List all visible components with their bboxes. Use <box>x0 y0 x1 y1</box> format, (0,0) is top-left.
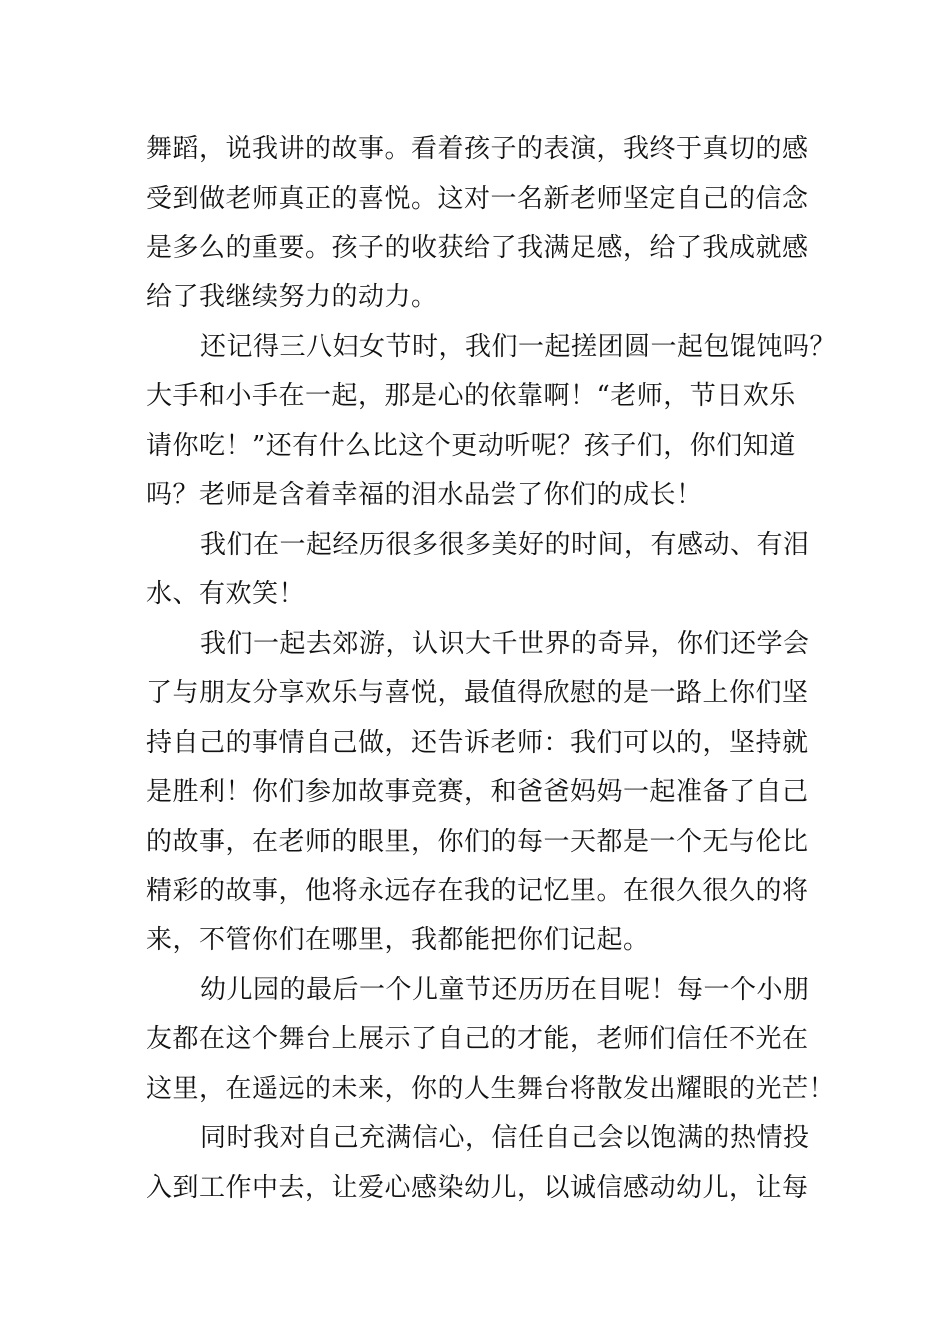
text-line: 吗？老师是含着幸福的泪水品尝了你们的成长！ <box>146 480 703 510</box>
text-line: 给了我继续努力的动力。 <box>146 282 438 312</box>
text-line: 的故事，在老师的眼里，你们的每一天都是一个无与伦比 <box>146 827 809 857</box>
text-line: 同时我对自己充满信心，信任自己会以饱满的热情投 <box>200 1123 810 1153</box>
text-line: 入到工作中去，让爱心感染幼儿，以诚信感动幼儿，让每 <box>146 1173 809 1203</box>
text-line: 我们在一起经历很多很多美好的时间，有感动、有泪 <box>200 530 810 560</box>
text-line: 了与朋友分享欢乐与喜悦，最值得欣慰的是一路上你们坚 <box>146 678 809 708</box>
text-line: 受到做老师真正的喜悦。这对一名新老师坚定自己的信念 <box>146 184 809 214</box>
text-line: 精彩的故事，他将永远存在我的记忆里。在很久很久的将 <box>146 876 809 906</box>
text-line: 大手和小手在一起，那是心的依靠啊！“老师，节日欢乐 <box>146 381 796 411</box>
text-line: 我们一起去郊游，认识大千世界的奇异，你们还学会 <box>200 629 810 659</box>
text-line: 这里，在遥远的未来，你的人生舞台将散发出耀眼的光芒！ <box>146 1074 836 1104</box>
text-line: 持自己的事情自己做，还告诉老师：我们可以的，坚持就 <box>146 728 809 758</box>
text-line: 来，不管你们在哪里，我都能把你们记起。 <box>146 925 650 955</box>
text-line: 请你吃！”还有什么比这个更动听呢？孩子们，你们知道 <box>146 431 796 461</box>
text-line: 水、有欢笑！ <box>146 579 306 609</box>
text-line: 是多么的重要。孩子的收获给了我满足感，给了我成就感 <box>146 233 809 263</box>
text-line: 还记得三八妇女节时，我们一起搓团圆一起包馄饨吗？ <box>200 332 837 362</box>
text-line: 幼儿园的最后一个儿童节还历历在目呢！每一个小朋 <box>200 975 810 1005</box>
text-line: 是胜利！你们参加故事竞赛，和爸爸妈妈一起准备了自己 <box>146 777 809 807</box>
text-line: 友都在这个舞台上展示了自己的才能，老师们信任不光在 <box>146 1024 809 1054</box>
text-line: 舞蹈，说我讲的故事。看着孩子的表演，我终于真切的感 <box>146 134 809 164</box>
